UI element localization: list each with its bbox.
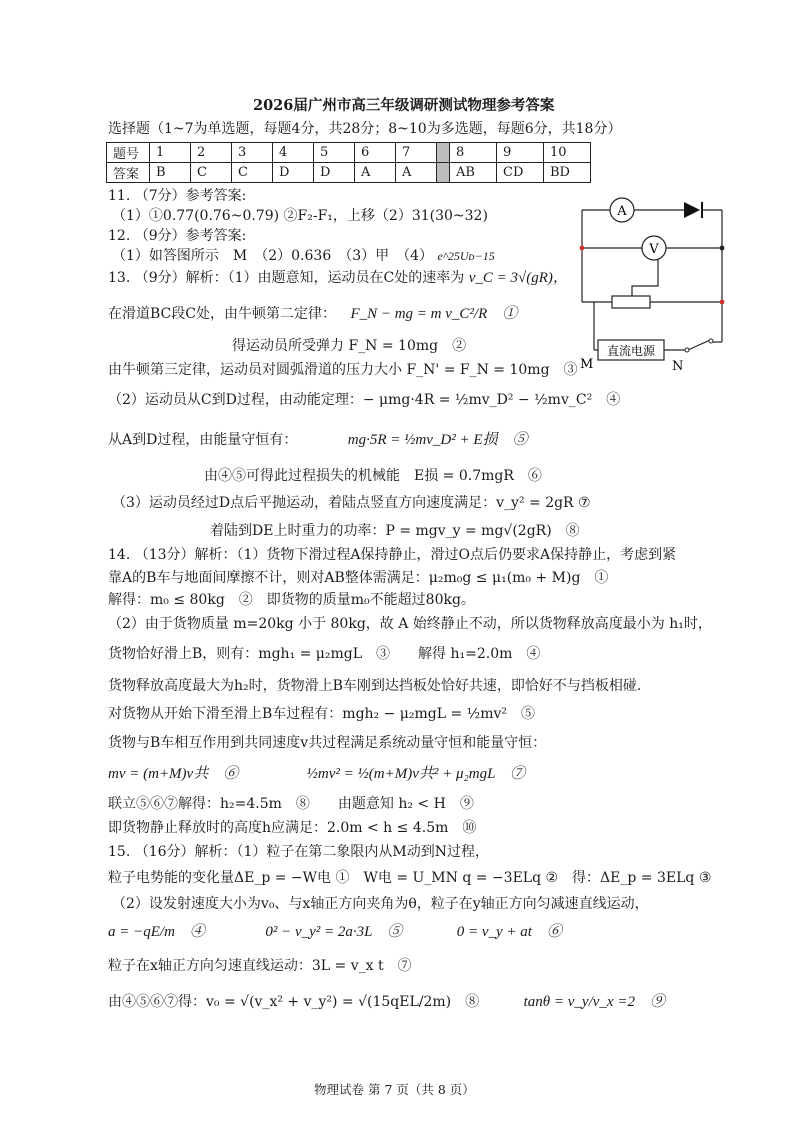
q13-line2-eq: F_N − mg = m v_C²/R ① [350, 306, 518, 322]
table-cell: C [232, 163, 273, 183]
q14-line7: 对货物从开始下滑至滑上B车过程有：mgh₂ − μ₂mgL = ½mv² ⑤ [108, 706, 536, 722]
q12-heading: 12. （9分）参考答案: [108, 228, 247, 244]
q13-line9: 着陆到DE上时重力的功率：P = mgv_y = mg√(2gR) ⑧ [210, 523, 580, 539]
q15-line3: （2）设发射速度大小为v₀、与x轴正方向夹角为θ，粒子在y轴正方向匀减速直线运动， [112, 896, 649, 912]
table-cell: 答案 [107, 163, 150, 183]
table-cell: B [150, 163, 191, 183]
table-cell: 4 [273, 143, 314, 163]
q13-heading [108, 268, 568, 288]
table-cell: C [191, 163, 232, 183]
table-cell: 6 [355, 143, 396, 163]
q14-line9-eq1: mv = (m+M)v共 ⑥ [108, 766, 239, 782]
q13-line2 [108, 304, 517, 324]
q15-line4 [108, 922, 562, 942]
q14-line8: 货物与B车相互作用到共同速度v共过程满足系统动量守恒和能量守恒： [108, 735, 547, 751]
q15-line1: 15. （16分）解析：（1）粒子在第二象限内从M动到N过程， [108, 844, 490, 860]
table-cell: BD [544, 163, 591, 183]
q15-line6-eq2: tanθ = v_y/v_x =2 ⑨ [523, 994, 665, 1010]
q13-heading-text: 13. （9分）解析：（1）由题意知，运动员在C处的速率为 [108, 270, 465, 286]
q12-answer-text: （1）如答图所示 M （2）0.636 （3）甲 （4） [112, 248, 434, 264]
table-cell: D [273, 163, 314, 183]
table-cell: 5 [314, 143, 355, 163]
table-cell: A [355, 163, 396, 183]
page-title: 2026届广州市高三年级调研测试物理参考答案 [253, 97, 555, 114]
q15-line2: 粒子电势能的变化量ΔE_p = −W电 ① W电 = U_MN q = −3ELq ② 得：ΔE_p = 3ELq ③ [108, 870, 712, 886]
q14-line2: 靠A的B车与地面间摩擦不计，则对AB整体需满足：μ₂m₀g ≤ μ₁(m₀ + M)g ① [108, 570, 609, 586]
q13-line6-text: 从A到D过程，由能量守恒有： [108, 432, 298, 448]
q14-line9-eq2: ½mv² = ½(m+M)v共² + μ₂mgL ⑦ [306, 766, 526, 782]
q14-line10: 联立⑤⑥⑦解得：h₂=4.5m ⑧ 由题意知 h₂ < H ⑨ [108, 796, 474, 812]
diode-icon [684, 202, 700, 218]
junction-dot [720, 246, 725, 251]
q15-line5: 粒子在x轴正方向匀速直线运动：3L = v_x t ⑦ [108, 958, 412, 974]
q12-answer [112, 246, 495, 266]
q14-line5: 货物恰好滑上B，则有：mgh₁ = μ₂mgL ③ 解得 h₁=2.0m ④ [108, 646, 541, 662]
power-source-label: 直流电源 [606, 344, 656, 358]
choice-intro: 选择题（1~7为单选题，每题4分，共28分；8~10为多选题，每题6分，共18分） [108, 121, 622, 137]
table-cell: 10 [544, 143, 591, 163]
terminal-m-label: M [580, 357, 594, 372]
table-cell-separator [437, 143, 450, 163]
table-cell: 7 [396, 143, 437, 163]
table-cell: 题号 [107, 143, 150, 163]
q13-line5: （2）运动员从C到D过程，由动能定理：− μmg·4R = ½mv_D² − ½mv_C² ④ [108, 392, 621, 408]
circuit-diagram [572, 190, 742, 376]
q15-line6 [108, 992, 665, 1012]
table-cell: CD [497, 163, 544, 183]
table-cell: 2 [191, 143, 232, 163]
q13-line2-text: 在滑道BC段C处，由牛顿第二定律： [108, 306, 336, 322]
q15-line4-eq1: a = −qE/m ④ [108, 924, 205, 940]
q13-line6 [108, 430, 528, 450]
table-row [107, 163, 591, 183]
q15-line4-eq2: 0² − v_y² = 2a·3L ⑤ [265, 924, 403, 940]
table-row [107, 143, 591, 163]
table-cell: 3 [232, 143, 273, 163]
q14-line6: 货物释放高度最大为h₂时，货物滑上B车刚到达挡板处恰好共速，即恰好不与挡板相碰. [108, 678, 642, 694]
table-cell: D [314, 163, 355, 183]
table-cell: 8 [450, 143, 497, 163]
junction-dot [720, 300, 725, 305]
q14-line3: 解得：m₀ ≤ 80kg ② 即货物的质量m₀不能超过80kg。 [108, 592, 475, 608]
q14-line9 [108, 764, 525, 784]
table-cell: AB [450, 163, 497, 183]
q11-answer: （1）①0.77(0.76~0.79) ②F₂-F₁，上移（2）31(30~32) [112, 208, 488, 224]
voltmeter-label: V [649, 242, 659, 257]
q15-line4-eq3: 0 = v_y + at ⑥ [456, 924, 562, 940]
q13-vc: v_C = 3√(gR)， [468, 270, 568, 286]
table-cell-separator [437, 163, 450, 183]
q13-line8: （3）运动员经过D点后平抛运动，着陆点竖直方向速度满足：v_y² = 2gR ⑦ [112, 495, 591, 511]
q14-line4: （2）由于货物质量 m=20kg 小于 80kg，故 A 始终静止不动，所以货物释放高度最小为 h₁时， [108, 616, 712, 632]
q13-line6-eq: mg·5R = ½mv_D² + E损 ⑤ [347, 432, 528, 448]
answer-table [106, 142, 591, 183]
ammeter-label: A [617, 204, 627, 219]
table-cell: 9 [497, 143, 544, 163]
q13-line4: 由牛顿第三定律，运动员对圆弧滑道的压力大小 F_N' = F_N = 10mg ③ [108, 362, 578, 378]
q13-line7: 由④⑤可得此过程损失的机械能 E损 = 0.7mgR ⑥ [204, 468, 542, 484]
page-footer: 物理试卷 第 7 页（共 8 页） [314, 1082, 475, 1097]
terminal-n-label: N [672, 359, 684, 374]
junction-dot [580, 246, 585, 251]
q14-line1: 14. （13分）解析：（1）货物下滑过程A保持静止，滑过O点后仍要求A保持静止，考虑到紧 [108, 547, 677, 563]
q14-line11: 即货物静止释放时的高度h应满足：2.0m < h ≤ 4.5m ⑩ [108, 820, 477, 836]
table-cell: 1 [150, 143, 191, 163]
q13-line3: 得运动员所受弹力 F_N = 10mg ② [232, 338, 467, 354]
q15-line6-eq1: 由④⑤⑥⑦得：v₀ = √(v_x² + v_y²) = √(15qEL/2m) ⑧ [108, 994, 480, 1010]
table-cell: A [396, 163, 437, 183]
q11-heading: 11. （7分）参考答案: [108, 188, 247, 204]
q12-exponent: e^25Uᴅ−15 [437, 249, 495, 263]
